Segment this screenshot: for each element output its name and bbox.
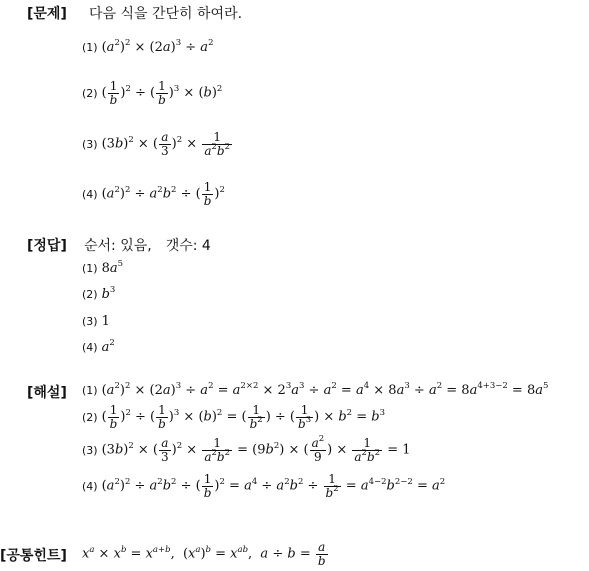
- answer-label: [정답]: [27, 238, 67, 254]
- item-number: (2): [82, 288, 98, 301]
- problem-instruction: 다음 식을 간단히 하여라.: [89, 6, 243, 22]
- problem-label: [문제]: [27, 6, 67, 22]
- solution-item-4: (4) $(a^2)^2 \div a^2b^2$ ÷ ( $\frac{1}{b}$ )$^2 = a^4 \div a^2b^2$ ÷ $\frac{1}{b^2}$ = $a^{4-2}b^{2-2} = a^2$: [82, 472, 446, 500]
- item-number: (4): [82, 341, 98, 354]
- answer-item-3: (3) 1: [82, 314, 110, 329]
- problem-item-3: (3) $(3b)^2$ × ( $\frac{a}{3}$ )$^2$ × $\frac{1}{a^2b^2}$: [82, 130, 230, 158]
- solution-item-3: (3) $(3b)^2$ × ( $\frac{a}{3}$ )$^2$ × $\frac{1}{a^2b^2}$ = $(9b^2)$ × ( $\frac{a^2}{9}$ ) × $\frac{1}{a^2b^2}$ = 1: [82, 434, 411, 464]
- item-number: (4): [82, 479, 98, 493]
- answer-item-2: (2) $b^3$: [82, 285, 116, 302]
- problem-item-1: (1) $(a^2)^2 \times (2a)^3 \div a^2$: [82, 38, 214, 55]
- item-number: (2): [82, 86, 98, 100]
- answer-item-1: (1) $8a^5$: [82, 259, 124, 276]
- solution-label: [해설]: [27, 385, 67, 401]
- solution-item-2: (2) ( $\frac{1}{b}$ )$^2$ ÷ ( $\frac{1}{b}$ )$^3 \times (b)^2$ = ( $\frac{1}{b^2}$ ) ÷ ( $\frac{1}{b^3}$ ) × $b^2 = b^3$: [82, 403, 386, 431]
- item-number: (1): [82, 262, 98, 275]
- answer-summary: 순서: 있음, 갯수: 4: [84, 238, 211, 254]
- item-number: (4): [82, 187, 98, 201]
- item-number: (3): [82, 137, 98, 151]
- answer-item-4: (4) $a^2$: [82, 338, 115, 355]
- item-number: (3): [82, 315, 98, 328]
- problem-item-4: (4) $(a^2)^2 \div a^2b^2$ ÷ ( $\frac{1}{b}$ )$^2$: [82, 180, 225, 208]
- hint-formula: $x^a \times x^b = x^{a+b}$, $(x^a)^b = x^{ab}$, a ÷ b = $\frac{a}{b}$: [82, 540, 326, 568]
- solution-item-1: (1) $(a^2)^2 \times (2a)^3 \div a^2 = a^{2\times 2} \times 2^3a^3 \div a^2 = a^4 \times 8a^3 \div a^2 = 8a^{4+3-2} = 8a^5$: [82, 381, 549, 398]
- item-number: (2): [82, 410, 98, 424]
- problem-item-2: (2) ( $\frac{1}{b}$ )$^2$ ÷ ( $\frac{1}{b}$ )$^3 \times (b)^2$: [82, 79, 223, 107]
- hint-label: [공통힌트]: [0, 548, 67, 564]
- item-number: (1): [82, 41, 98, 54]
- item-number: (3): [82, 443, 98, 457]
- item-number: (1): [82, 384, 98, 397]
